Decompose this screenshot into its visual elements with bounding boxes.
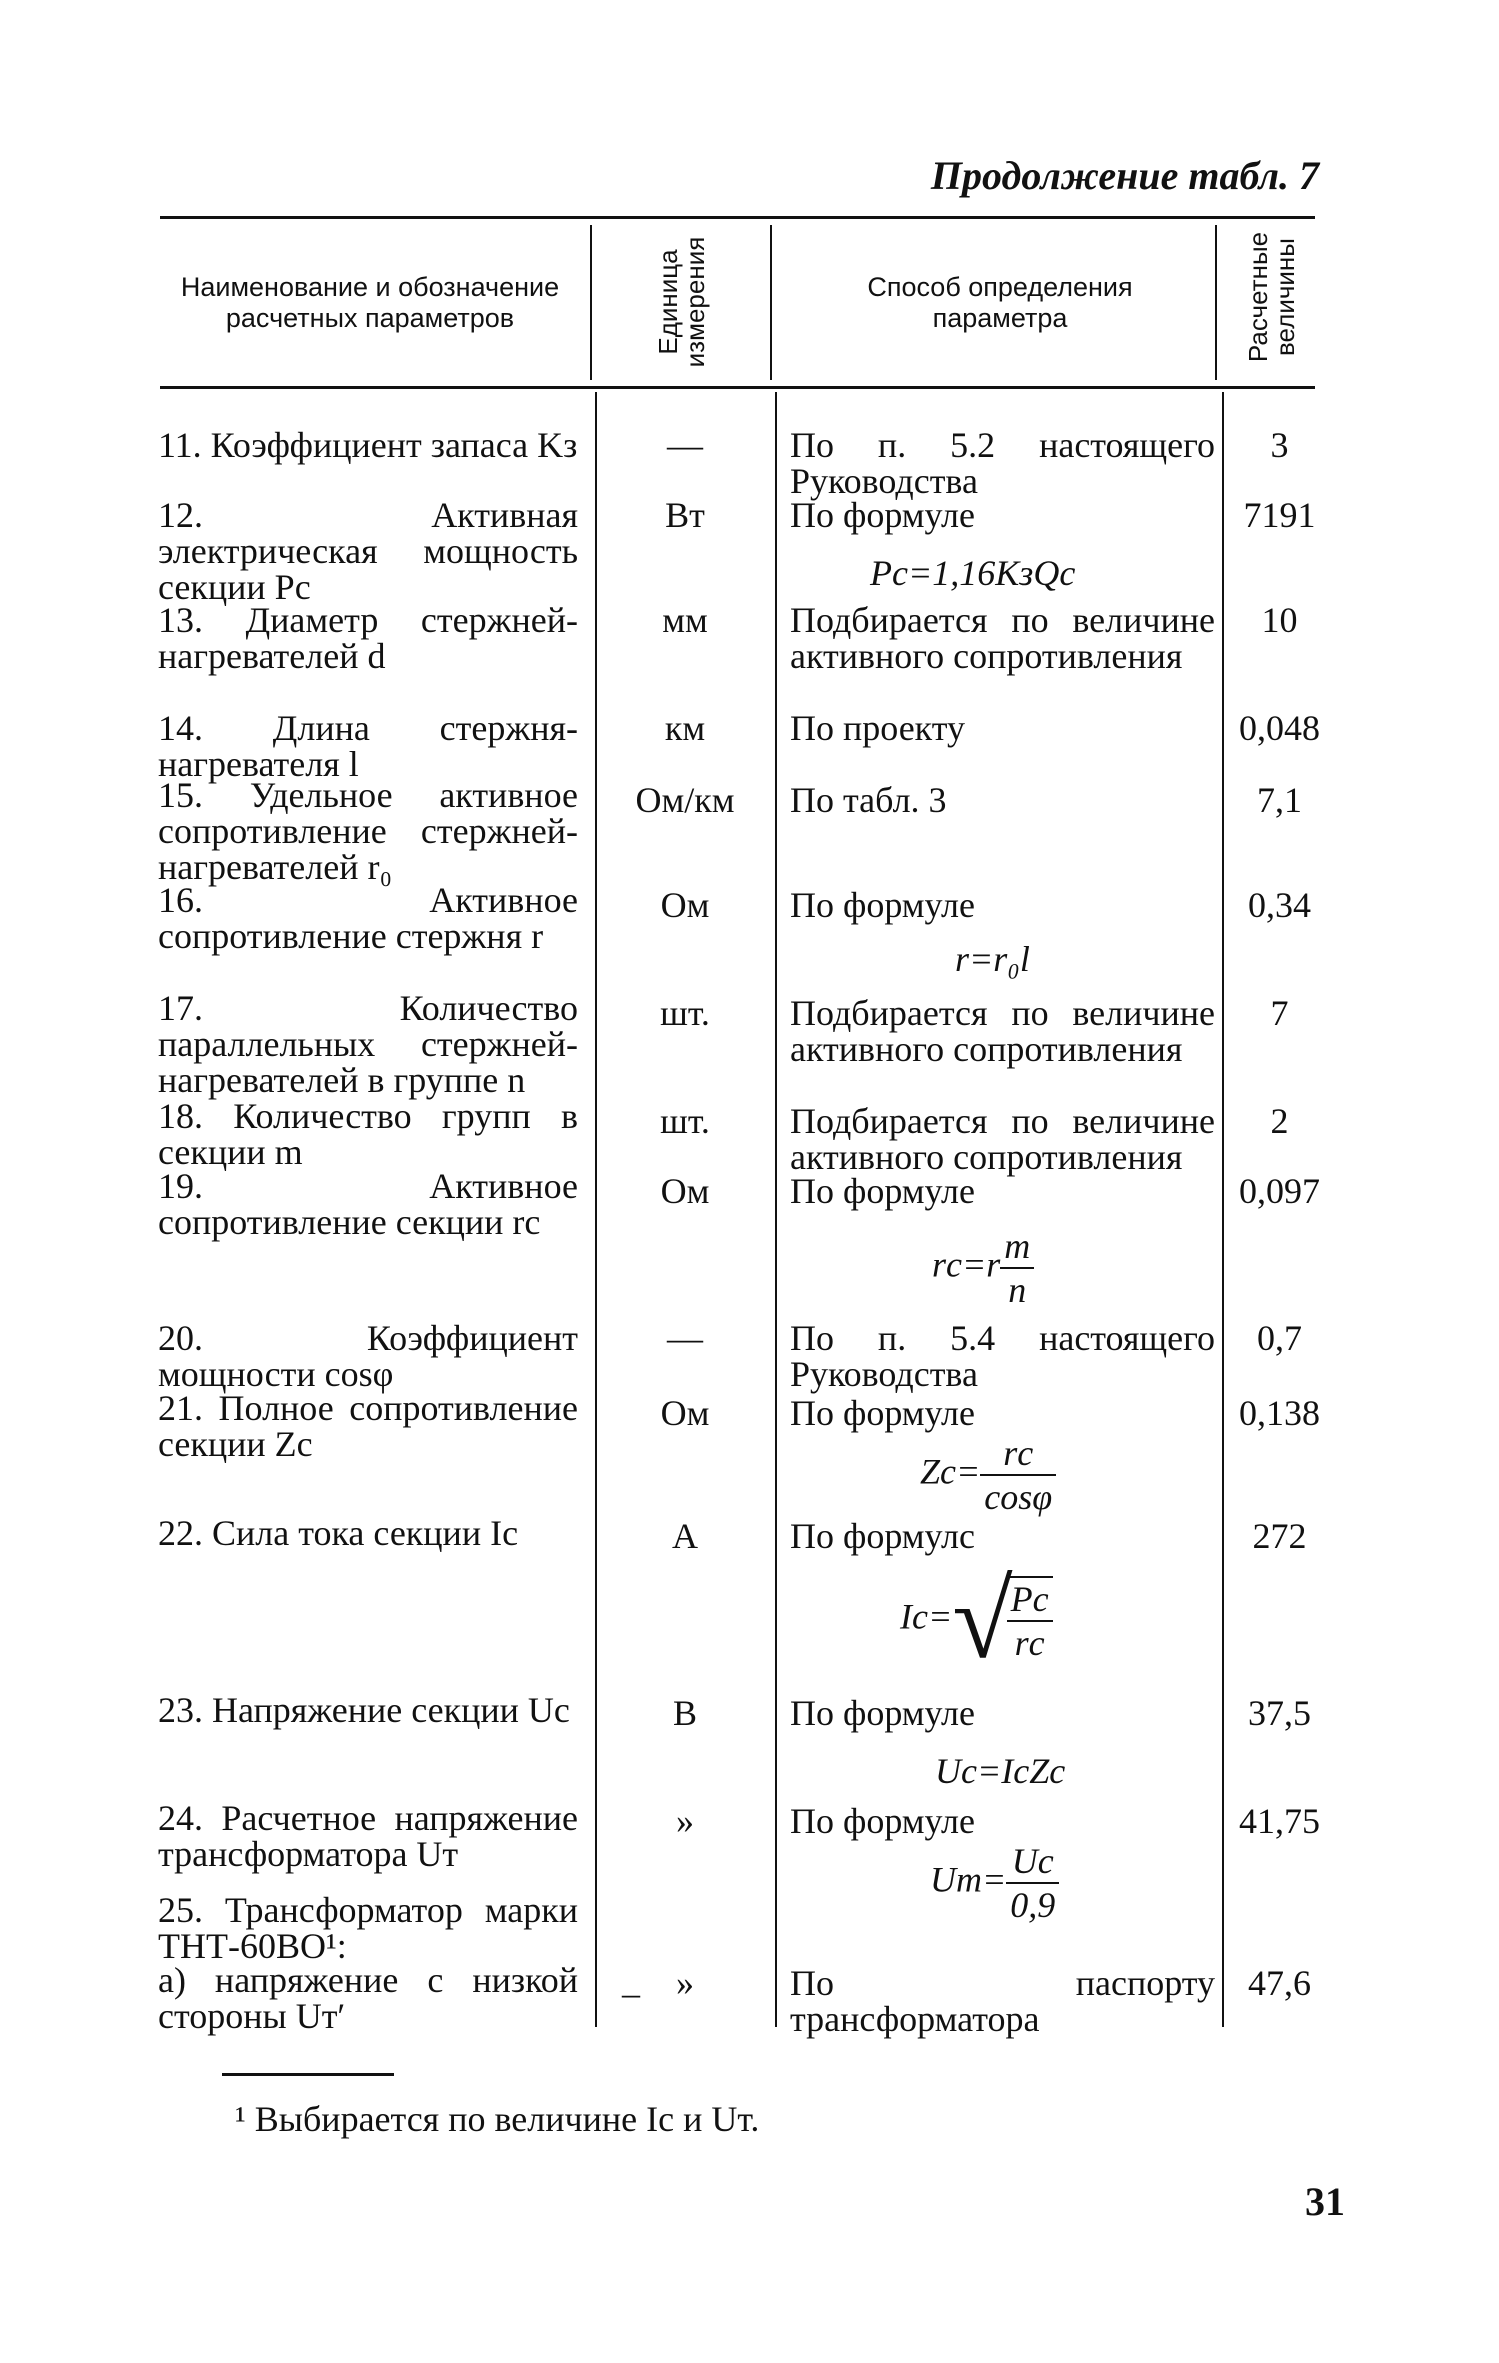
row-23-method: По формуле [790,1693,975,1733]
row-14-value: 0,048 [1239,708,1320,748]
row-14-method: По проекту [790,708,965,748]
footnote: ¹ Выбирается по величине Iс и Uт. [235,2099,760,2139]
row-20-name: 20. Коэффициент мощности cosφ [158,1318,578,1394]
row-13-method: Подбирается по величине активного сопротивления [790,600,1215,676]
formula-12-text: Pс=1,16KзQс [870,553,1076,593]
formula-21-num: rс [980,1432,1056,1476]
header-bottom-rule [160,386,1315,389]
formula-16-text: r=r₀l [955,939,1030,979]
row-18-value: 2 [1270,1101,1289,1141]
row-11-method: По п. 5.2 настоящего Руководства [790,425,1215,501]
sqrt-sign-icon: √ [952,1559,1013,1681]
row-11-name: 11. Коэффициент запаса Kз [158,425,578,465]
formula-23 [935,1750,1065,1792]
row-25a-value: 47,6 [1248,1963,1311,2003]
row-15-value: 7,1 [1257,780,1302,820]
row-25a-unit: » [676,1963,694,2003]
row-24-unit: » [676,1801,694,1841]
row-19-unit: Ом [660,1171,710,1211]
row-25a-method: По паспорту трансформатора [790,1963,1215,2039]
row-16-name: 16. Активное сопротивление стержня r [158,880,578,956]
row-12-method: По формуле [790,495,975,535]
formula-21 [920,1432,1056,1518]
row-22-method: По формулс [790,1516,975,1556]
row-19-name: 19. Активное сопротивление секции rс [158,1166,578,1242]
row-22-value: 272 [1252,1516,1307,1556]
row-17-method: Подбирается по величине активного сопротивления [790,993,1215,1069]
row-16-unit: Ом [660,885,710,925]
row-18-name: 18. Количество групп в секции m [158,1096,578,1172]
body-divider-2 [775,392,777,2027]
row-13-value: 10 [1261,600,1298,640]
formula-22-den: rс [1014,1623,1045,1663]
formula-24-den: 0,9 [1010,1885,1056,1925]
formula-19-left: rс=r [932,1244,1001,1285]
row-15-method: По табл. 3 [790,780,947,820]
row-25a-dash: – [622,1973,640,2013]
row-20-value: 0,7 [1257,1318,1302,1358]
row-14-name: 14. Длина стержня-нагревателя l [158,708,578,784]
row-11-value: 3 [1270,425,1289,465]
page-number: 31 [1305,2179,1345,2224]
header-method: Способ определения параметра [867,272,1133,334]
header-value: Расчетные величины [1243,231,1301,363]
formula-22-left: Iс= [900,1596,953,1637]
row-21-method: По формуле [790,1393,975,1433]
formula-22-num: Pс [1007,1578,1053,1622]
row-12-value: 7191 [1243,495,1316,535]
row-21-value: 0,138 [1239,1393,1320,1433]
formula-24-num: Uс [1006,1840,1059,1884]
formula-24 [930,1840,1059,1926]
footnote-rule [222,2073,394,2076]
row-24-method: По формуле [790,1801,975,1841]
formula-16 [955,938,1030,980]
formula-23-text: Uс=IсZс [935,1751,1066,1791]
formula-19-num: m [1000,1225,1034,1269]
formula-22-radicand [1007,1576,1053,1664]
row-12-unit: Вт [665,495,705,535]
col-divider-1 [590,225,592,380]
formula-19 [932,1225,1034,1311]
row-15-name: 15. Удельное активное сопротивление стержней-нагревателей r₀ [158,775,578,887]
col-divider-3 [1215,225,1217,380]
row-16-method: По формуле [790,885,975,925]
row-17-name: 17. Количество параллельных стержней-нагревателей в группе n [158,988,578,1100]
formula-21-fraction [980,1432,1056,1518]
row-20-method: По п. 5.4 настоящего Руководства [790,1318,1215,1394]
header-top-rule [160,216,1315,219]
formula-21-left: Zс= [920,1451,981,1492]
row-17-value: 7 [1270,993,1289,1033]
row-15-unit: Ом/км [635,780,735,820]
body-divider-1 [595,392,597,2027]
row-24-value: 41,75 [1239,1801,1320,1841]
row-25-name: 25. Трансформатор марки ТНТ-60ВО¹: [158,1890,578,1966]
row-23-unit: В [672,1693,697,1733]
row-21-name: 21. Полное сопротивление секции Zс [158,1388,578,1464]
formula-19-fraction [1000,1225,1034,1311]
row-23-name: 23. Напряжение секции Uс [158,1690,570,1730]
formula-24-fraction [1006,1840,1059,1926]
row-25a-name: а) напряжение с низкой стороны Uт′ [158,1960,578,2036]
formula-22-fraction [1007,1578,1053,1664]
formula-21-den: cosφ [984,1477,1053,1517]
row-21-unit: Ом [660,1393,710,1433]
row-22-unit: А [672,1516,698,1556]
table-caption: Продолжение табл. 7 [930,153,1319,198]
formula-22 [900,1559,1053,1681]
formula-24-left: Uт= [930,1859,1007,1900]
row-13-unit: мм [662,600,708,640]
col-divider-2 [770,225,772,380]
row-18-method: Подбирается по величине активного сопротивления [790,1101,1215,1177]
row-14-unit: км [664,708,706,748]
header-unit: Единица измерения [653,236,711,368]
row-17-unit: шт. [660,993,710,1033]
row-19-method: По формуле [790,1171,975,1211]
row-19-value: 0,097 [1239,1171,1320,1211]
row-12-name: 12. Активная электрическая мощность секции Pс [158,495,578,607]
formula-12 [870,552,1075,594]
formula-19-den: n [1008,1270,1027,1310]
row-20-unit: — [667,1318,703,1358]
row-24-name: 24. Расчетное напряжение трансформатора Uт [158,1798,578,1874]
row-13-name: 13. Диаметр стержней-нагревателей d [158,600,578,676]
row-23-value: 37,5 [1248,1693,1311,1733]
row-16-value: 0,34 [1248,885,1311,925]
row-22-name: 22. Сила тока секции Iс [158,1513,519,1553]
row-11-unit: — [667,425,703,465]
header-name: Наименование и обозначение расчетных параметров [180,272,560,334]
row-18-unit: шт. [660,1101,710,1141]
